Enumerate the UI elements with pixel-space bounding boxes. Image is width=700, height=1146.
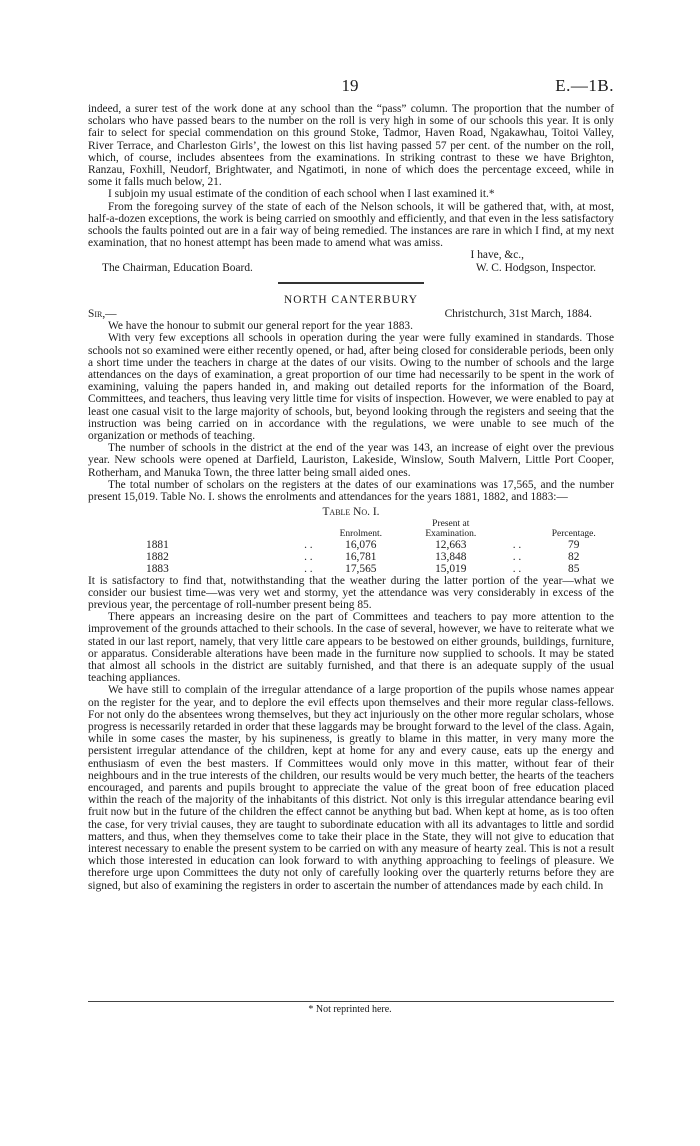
page-number: 19	[341, 76, 359, 95]
column-header: Enrolment.	[339, 528, 383, 539]
percentage-cell: 79	[568, 538, 580, 551]
table-row: 1883 . . 17,565 15,019 . . 85	[138, 563, 614, 575]
table-header-row	[138, 519, 614, 539]
enrolment-table	[138, 519, 614, 575]
paragraph: The number of schools in the district at the end of the year was 143, an increase of eight over the previous year. New schools were opened at Darfield, Lauriston, Lakeside, Winslow, South Malvern, Little Port Cooper, Rotherham, and Manuka Town, the three latter being small aided ones.	[88, 442, 614, 479]
paragraph: It is satisfactory to find that, notwithstanding that the weather during the latter portion of the year—what we consider our busiest time—was very wet and stormy, yet the attendance was very considerably in excess of the previous year, the percentage of roll-number present being 85.	[88, 574, 614, 611]
paragraph: We have still to complain of the irregular attendance of a large proportion of the pupils whose names appear on the register for the year, and to deplore the evil effects upon themselves and their more regular class-fellows. For not only do the absentees wrong themselves, but they act injuriously on the other more regular scholars, whose progress is necessarily retarded in order that these laggards may be brought forward to the level of the class. Again, while in some cases the master, by his supineness, is greatly to blame in this matter, in very many more the persistent irregular attendance of the children, kept at home for any and every cause, eats up the energy and enthusiasm of even the best masters. If Committees would only move in this matter, without fear of their neighbours and in the true interests of the children, our results would be very much better, the hearts of the teachers encouraged, and parents and pupils brought to appreciate the value of the great boon of free education placed within the reach of the majority of the inhabitants of this district. Not only is this irregular attendance bearing evil fruit now but in the future of the children the effect cannot be anything but bad. When kept at home, as is too often the case, for very trivial causes, they are taught to subordinate education with all its advantages to little and sordid matters, and thus, when they themselves come to take their place in the State, they will not give to education that interest necessary to enable the present system to be carried on with any measure of hearty zeal. This is not a result which those interested in education can look forward to with anything approaching to feelings of pleasure. We therefore urge upon Committees the duty not only of carefully looking over the quarterly returns before they are signed, but also of examining the registers in order to ascertain the number of attendances made by each child. In	[88, 684, 614, 892]
column-header: Percentage.	[551, 528, 596, 539]
addressee: The Chairman, Education Board.	[102, 261, 253, 274]
footnote: * Not reprinted here.	[308, 1004, 392, 1015]
signatory: W. C. Hodgson, Inspector.	[475, 261, 596, 274]
table-row: 1881 . . 16,076 12,663 . . 79	[138, 539, 614, 551]
closing: I have, &c.,	[470, 249, 524, 262]
year-cell: 1881	[146, 538, 169, 551]
paragraph: With very few exceptions all schools in operation during the year were fully examined in standards. Those schools not so examined were either recently opened, or had, after being closed for considerable periods, been only a short time under the teachers in charge at the dates of our visits. Owing to the number of schools and the large attendances on the days of examination, a great proportion of our time had necessarily to be spent in the work of examining, valuing the papers handed in, and making out detailed reports for the information of the Board, Committees, and teachers, thus leaving very little time for visits of inspection. However, we were enabled to pay at least one casual visit to the large majority of schools, but, beyond looking through the registers and seeing that the instruction was being carried on in accordance with the regulations, we were unable to see much of the organization or methods of teaching.	[88, 332, 614, 443]
year-cell: 1883	[146, 562, 169, 575]
paragraph: From the foregoing survey of the state of each of the Nelson schools, it will be gathered that, with, at most, half-a-dozen exceptions, the work is being carried on smoothly and efficiently, and that even in the less satisfactory schools the faults pointed out are in a fair way of being remedied. The instances are rare in which I find, at my next examination, that no honest attempt has been made to amend what was amiss.	[88, 200, 614, 250]
paragraph: I subjoin my usual estimate of the condition of each school when I last examined it.*	[108, 188, 495, 201]
table-title: Table No. I.	[322, 506, 380, 519]
paragraph: The total number of scholars on the registers at the dates of our examinations was 17,565, and the number present 15,019. Table No. I. shows the enrolments and attendances for the years 1881, 1882, and 1883:—	[88, 478, 614, 504]
place-date: Christchurch, 31st March, 1884.	[444, 308, 592, 321]
enrolment-cell: 17,565	[345, 562, 377, 575]
section-title: NORTH CANTERBURY	[284, 293, 418, 306]
body-text	[88, 103, 614, 892]
column-header: Present at Examination.	[425, 518, 477, 539]
paragraph: There appears an increasing desire on the part of Committees and teachers to pay more attention to the improvement of the grounds attached to their schools. In the case of several, however, we have to reiterate what we stated in our last report, namely, that very little care appears to be bestowed on either grounds, buildings, furniture, or apparatus. Considerable alterations have been made in the furniture now supplied to schools. It may be stated that almost all schools in the district are suitably furnished, and that there is an adequate supply of the usual teaching appliances.	[88, 611, 614, 685]
footnote-rule	[88, 1001, 614, 1002]
document-reference: E.—1B.	[555, 76, 614, 95]
year-cell: 1882	[146, 550, 169, 563]
table-row: 1882 . . 16,781 13,848 . . 82	[138, 551, 614, 563]
signoff-closing-line	[88, 249, 614, 261]
percentage-cell: 85	[568, 562, 580, 575]
letter-opening	[88, 308, 614, 320]
section-divider	[278, 282, 424, 284]
present-cell: 15,019	[435, 562, 467, 575]
percentage-cell: 82	[568, 550, 580, 563]
present-cell: 12,663	[435, 538, 467, 551]
enrolment-cell: 16,781	[345, 550, 377, 563]
paragraph: indeed, a surer test of the work done at any school than the “pass” column. The proportion that the number of scholars who have passed bears to the number on the roll is very high in some of our schools this year. It is only fair to select for special commendation on this ground Stoke, Tadmor, Haven Road, Ngakawhau, Toitoi Valley, River Terrace, and Charleston Girls’, the lowest on this list having passed 57 per cent. of the number on the roll, which, of course, includes absentees from the examinations. In striking contrast to these we have Brighton, Ranzau, Foxhill, Neudorf, Brightwater, and Ngatimoti, in none of which does the percentage exceed, while in some it falls much below, 21.	[88, 103, 614, 189]
enrolment-cell: 16,076	[345, 538, 377, 551]
present-cell: 13,848	[435, 550, 467, 563]
paragraph: We have the honour to submit our general report for the year 1883.	[108, 320, 413, 333]
signoff-line	[88, 262, 614, 274]
salutation: Sir,—	[88, 308, 117, 321]
